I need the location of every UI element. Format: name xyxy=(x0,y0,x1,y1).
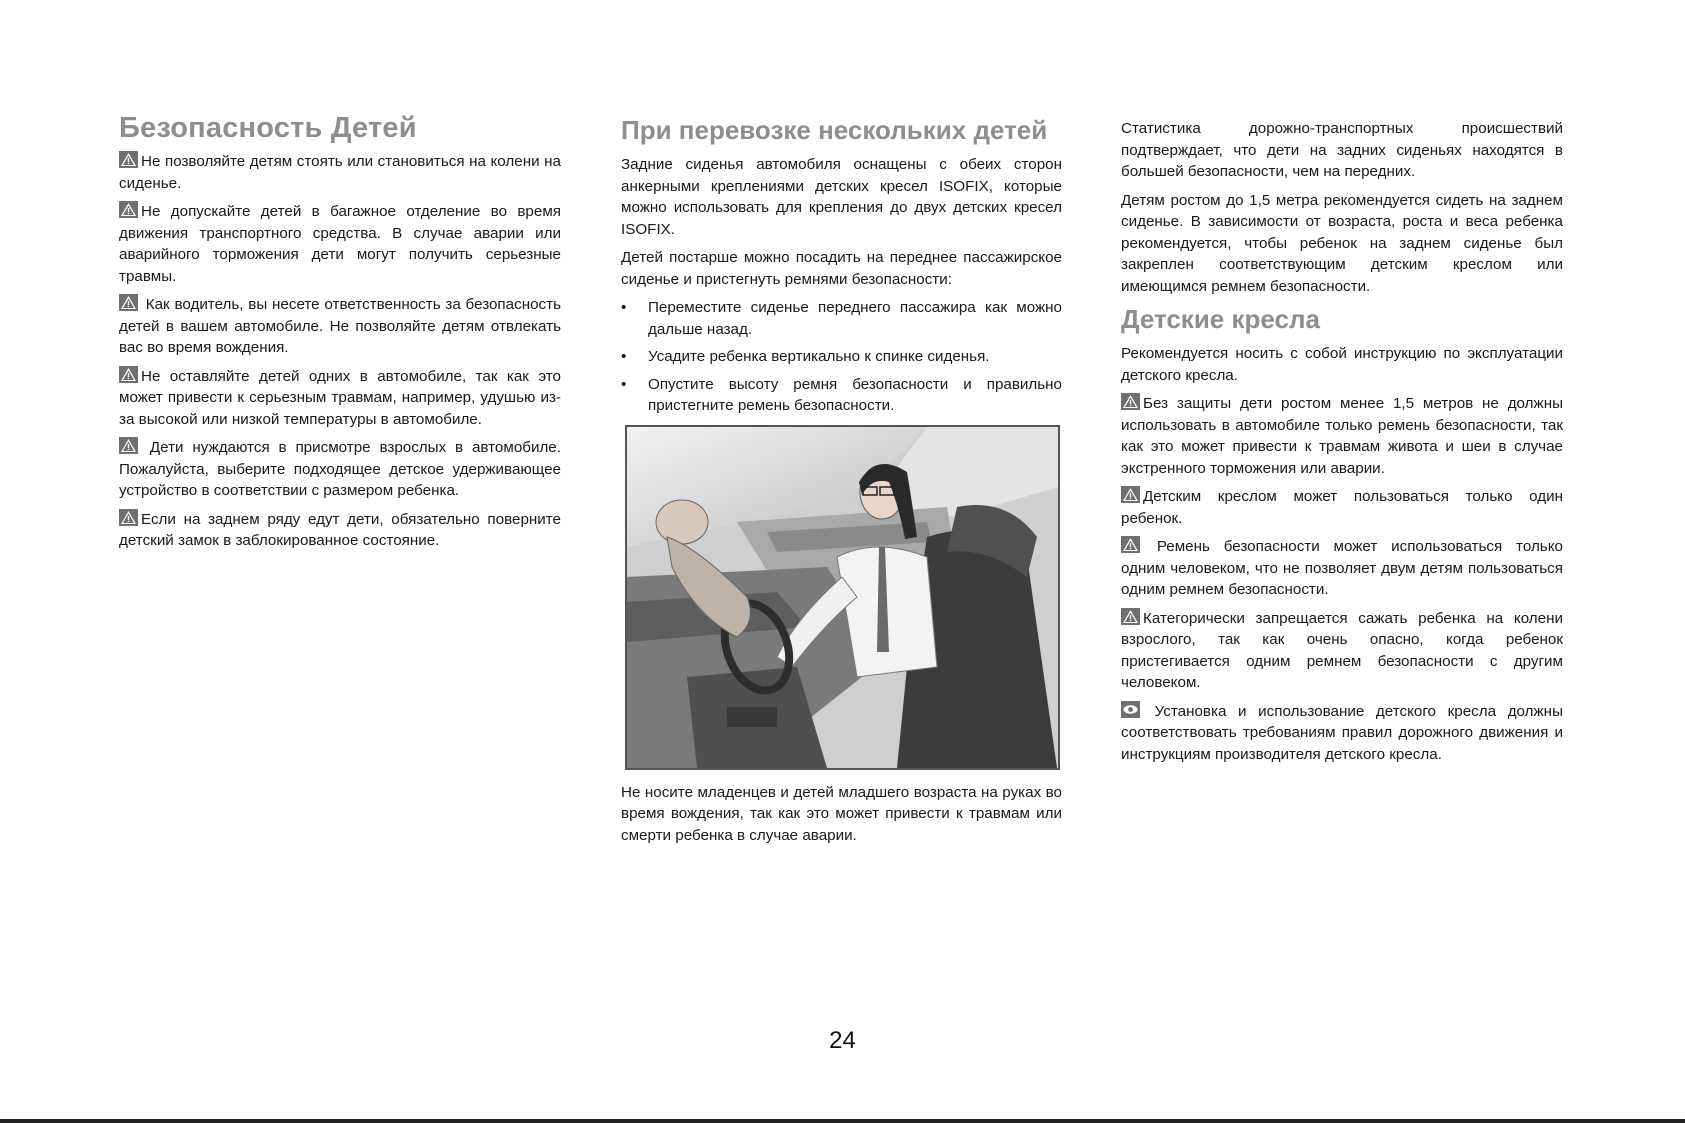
rear-seat-paragraph: Детям ростом до 1,5 метра рекомендуется сидеть на заднем сиденье. В зависимости от возраста, роста и веса ребенка рекомендуется, чтобы ребенок на заднем сиденье был закреплен соответствующим детским креслом или имеющимся ремнем безопасности. xyxy=(1121,191,1563,295)
warning-triangle-icon xyxy=(119,509,138,526)
section-title-child-safety: Безопасность Детей xyxy=(119,112,417,144)
warning-triangle-icon xyxy=(119,294,138,311)
warning-paragraph xyxy=(1121,536,1563,601)
note-paragraph xyxy=(1121,701,1563,766)
warning-paragraph xyxy=(119,201,561,287)
warning-paragraph xyxy=(119,437,561,502)
warning-paragraph xyxy=(119,509,561,552)
warning-text: Если на заднем ряду едут дети, обязательно поверните детский замок в заблокированное состояние. xyxy=(119,510,561,549)
isofix-paragraph: Задние сиденья автомобиля оснащены с обеих сторон анкерными креплениями детских кресел ISOFIX, которые можно использовать для крепления до двух детских кресел ISOFIX. xyxy=(621,156,1062,238)
page-number: 24 xyxy=(829,1027,856,1054)
warning-text: Не позволяйте детям стоять или становиться на колени на сиденье. xyxy=(119,153,561,192)
warning-text: Дети нуждаются в присмотре взрослых в автомобиле. Пожалуйста, выберите подходящее детское удерживающее устройство в соответствии с размером ребенка. xyxy=(119,439,561,499)
figure-caption: Не носите младенцев и детей младшего возраста на руках во время вождения, так как это может привести к травмам или смерти ребенка в случае аварии. xyxy=(621,783,1062,844)
column-child-seats xyxy=(1121,118,1563,772)
warning-triangle-icon xyxy=(1121,608,1140,625)
column-child-safety xyxy=(119,112,561,559)
eye-info-icon xyxy=(1121,701,1140,718)
warning-triangle-icon xyxy=(1121,486,1140,503)
page-bottom-rule xyxy=(0,1119,1685,1123)
warning-triangle-icon xyxy=(1121,393,1140,410)
warning-text: Без защиты дети ростом менее 1,5 метров не должны использовать в автомобиле только ремень безопасности, так как это может привести к травмам живота и шеи в случае экстренного торможения или аварии. xyxy=(1121,395,1563,477)
warning-text: Не допускайте детей в багажное отделение во время движения транспортного средства. В случае аварии или аварийного торможения дети могут получить серьезные травмы. xyxy=(119,203,561,285)
section-title-child-seats: Детские кресла xyxy=(1121,304,1320,334)
warning-paragraph xyxy=(1121,393,1563,479)
warning-text: Как водитель, вы несете ответственность за безопасность детей в вашем автомобиле. Не позволяйте детям отвлекать вас во время вождения. xyxy=(119,296,561,356)
list-item: • Усадите ребенка вертикально к спинке сиденья. xyxy=(621,346,1062,368)
warning-paragraph xyxy=(119,151,561,194)
column-multiple-children xyxy=(621,115,1062,853)
warning-triangle-icon xyxy=(119,437,138,454)
warning-paragraph xyxy=(1121,486,1563,529)
warning-text: Ремень безопасности может использоваться только одним человеком, что не позволяет двум детям пользоваться одним ремнем безопасности. xyxy=(1121,538,1563,598)
illustration-driver-holding-infant xyxy=(625,425,1060,770)
warning-paragraph xyxy=(119,294,561,359)
instruction-list xyxy=(621,297,1062,417)
warning-triangle-icon xyxy=(119,201,138,218)
older-children-paragraph: Детей постарше можно посадить на переднее пассажирское сиденье и пристегнуть ремнями безопасности: xyxy=(621,249,1062,288)
warning-triangle-icon xyxy=(1121,536,1140,553)
section-title-multiple-children: При перевозке нескольких детей xyxy=(621,115,1048,145)
car-interior-illustration xyxy=(627,427,1058,768)
note-text: Установка и использование детского кресла должны соответствовать требованиям правил дорожного движения и инструкциям производителя детского кресла. xyxy=(1121,702,1563,763)
warning-paragraph xyxy=(1121,608,1563,694)
manual-paragraph: Рекомендуется носить с собой инструкцию по эксплуатации детского кресла. xyxy=(1121,345,1563,384)
warning-triangle-icon xyxy=(119,151,138,168)
warning-text: Не оставляйте детей одних в автомобиле, так как это может привести к серьезным травмам, например, удушью из-за высокой или низкой температуры в автомобиле. xyxy=(119,367,561,428)
warning-text: Категорически запрещается сажать ребенка на колени взрослого, так как очень опасно, когда ребенок пристегивается одним ремнем безопасности с другим человеком. xyxy=(1121,609,1563,691)
statistics-paragraph: Статистика дорожно-транспортных происшествий подтверждает, что дети на задних сиденьях находятся в большей безопасности, чем на передних. xyxy=(1121,120,1563,180)
list-item: • Переместите сиденье переднего пассажира как можно дальше назад. xyxy=(621,297,1062,340)
warning-triangle-icon xyxy=(119,366,138,383)
warning-paragraph xyxy=(119,366,561,431)
warning-text: Детским креслом может пользоваться только один ребенок. xyxy=(1121,488,1563,527)
list-item: • Опустите высоту ремня безопасности и правильно пристегните ремень безопасности. xyxy=(621,374,1062,417)
